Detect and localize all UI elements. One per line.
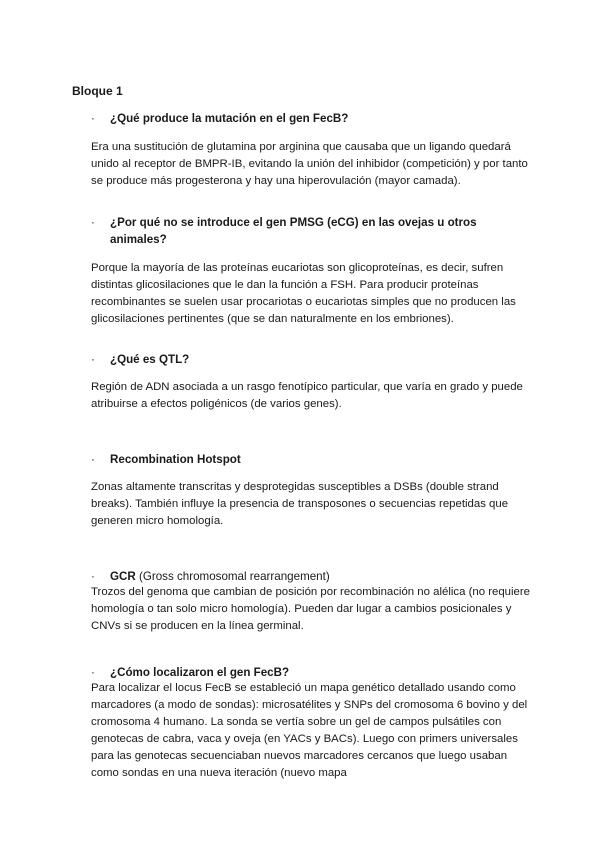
bullet: · — [91, 353, 95, 366]
question-recombination-hotspot — [91, 451, 510, 468]
question-pmsg — [91, 214, 510, 248]
answer-fecb-mutation: Era una sustitución de glutamina por arginina que causaba que un ligando quedará unido al receptor de BMPR-IB, evitando la unión del inhibidor (competición) y por tanto se produce más progesterona y hay una hiperovulación (mayor camada). — [91, 141, 528, 187]
bullet: · — [91, 112, 95, 125]
bullet: · — [91, 453, 95, 466]
question-text: ¿Qué produce la mutación en el gen FecB? — [110, 112, 349, 125]
answer-recombination-hotspot: Zonas altamente transcritas y desprotegidas susceptibles a DSBs (double strand breaks). También influye la presencia de transposones o secuencias repetidas que generen micro homología. — [91, 481, 509, 527]
answer-qtl: Región de ADN asociada a un rasgo fenotípico particular, que varía en grado y puede atribuirse a efectos poligénicos (de varios genes). — [91, 381, 523, 410]
question-text: ¿Cómo localizaron el gen FecB? — [110, 666, 290, 679]
bullet: · — [91, 216, 95, 229]
question-text: ¿Por qué no se introduce el gen PMSG (eCG) en las ovejas u otros animales? — [110, 216, 477, 246]
bullet: · — [91, 570, 95, 583]
document-heading: Bloque 1 — [72, 84, 123, 98]
question-suffix: (Gross chromosomal rearrangement) — [135, 570, 330, 583]
bullet: · — [91, 666, 95, 679]
question-fecb-localization — [91, 664, 510, 681]
question-text: Recombination Hotspot — [110, 453, 241, 466]
question-text — [110, 568, 510, 585]
answer-gcr: Trozos del genoma que cambian de posición por recombinación no alélica (no requiere homología o tan solo micro homología). Pueden dar lugar a cambios posicionales y CNVs si se producen en la línea germinal. — [91, 586, 531, 632]
question-qtl — [91, 351, 510, 368]
question-gcr — [91, 568, 510, 585]
question-fecb-mutation — [91, 110, 510, 127]
answer-pmsg: Porque la mayoría de las proteínas eucariotas son glicoproteínas, es decir, sufren distintas glicosilaciones que le dan la función a FSH. Para producir proteínas recombinantes se suelen usar procariotas o eucariotas simples que no producen las glicosilaciones pertinentes (que se dan naturalmente en los embriones). — [91, 262, 516, 325]
question-term: GCR — [110, 570, 136, 583]
answer-fecb-localization: Para localizar el locus FecB se estableció un mapa genético detallado usando como marcadores (a modo de sondas): microsatélites y SNPs del cromosoma 6 bovino y del cromosoma 4 humano. La sonda se vertía sobre un gel de campos pulsátiles con genotecas de cabra, vaca y oveja (en YACs y BACs). Luego con primers universales para las genotecas secuenciaban nuevos marcadores cercanos que luego usaban como sondas en una nueva iteración (nuevo mapa — [91, 682, 528, 779]
question-text: ¿Qué es QTL? — [110, 353, 190, 366]
